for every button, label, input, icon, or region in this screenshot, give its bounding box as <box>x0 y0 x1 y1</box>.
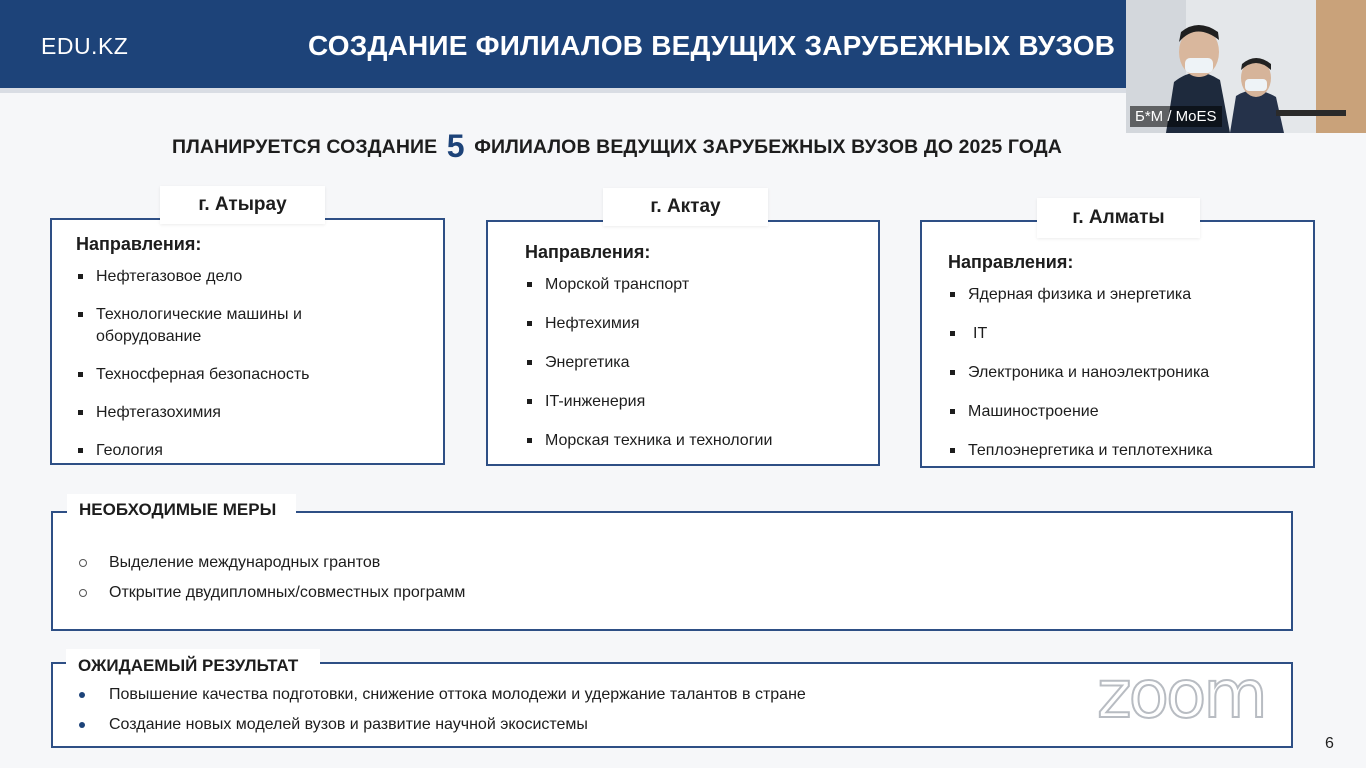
direction-item: Геология <box>76 440 416 462</box>
direction-item: Электроника и наноэлектроника <box>948 362 1288 384</box>
direction-item: Нефтехимия <box>525 313 865 335</box>
direction-item: IT-инженерия <box>525 391 865 413</box>
result-item: Создание новых моделей вузов и развитие научной экосистемы <box>77 714 1077 736</box>
directions-list-atyrau <box>76 266 416 462</box>
directions-list-aktau <box>525 274 865 452</box>
direction-item: Ядерная физика и энергетика <box>948 284 1288 306</box>
city-tab-atyrau: г. Атырау <box>160 186 325 224</box>
directions-heading-aktau: Направления: <box>525 242 651 262</box>
direction-item: Нефтегазовое дело <box>76 266 416 288</box>
measures-list <box>77 552 977 604</box>
subtitle-text-before: ПЛАНИРУЕТСЯ СОЗДАНИЕ <box>172 136 438 158</box>
directions-list-almaty <box>948 284 1288 462</box>
measures-title: НЕОБХОДИМЫЕ МЕРЫ <box>67 494 296 526</box>
city-tab-almaty: г. Алматы <box>1037 198 1200 238</box>
results-title: ОЖИДАЕМЫЙ РЕЗУЛЬТАТ <box>66 649 320 683</box>
subtitle-number: 5 <box>446 128 465 164</box>
measure-item: Открытие двудипломных/совместных программ <box>77 582 977 604</box>
direction-item: Энергетика <box>525 352 865 374</box>
slide-subtitle <box>172 128 1062 165</box>
page-number: 6 <box>1325 735 1334 752</box>
edu-kz-logo: EDU.KZ <box>41 33 129 59</box>
directions-heading-almaty: Направления: <box>948 252 1074 272</box>
direction-item: Нефтегазохимия <box>76 402 416 424</box>
directions-heading-atyrau: Направления: <box>76 234 202 254</box>
zoom-watermark: zoom <box>1097 656 1265 733</box>
measure-item: Выделение международных грантов <box>77 552 977 574</box>
results-list <box>77 684 1077 736</box>
direction-item: Морская техника и технологии <box>525 430 865 452</box>
participant-video[interactable] <box>1126 0 1366 133</box>
city-tab-aktau: г. Актау <box>603 188 768 226</box>
direction-item: Технологические машины и оборудование <box>76 304 326 348</box>
direction-item: Морской транспорт <box>525 274 865 296</box>
result-item: Повышение качества подготовки, снижение оттока молодежи и удержание талантов в стране <box>77 684 1077 706</box>
slide-title: СОЗДАНИЕ ФИЛИАЛОВ ВЕДУЩИХ ЗАРУБЕЖНЫХ ВУЗОВ <box>308 30 1116 61</box>
direction-item: IT <box>948 323 1288 345</box>
participant-name-label: Б*М / MoES <box>1130 106 1222 127</box>
direction-item: Теплоэнергетика и теплотехника <box>948 440 1288 462</box>
subtitle-text-after: ФИЛИАЛОВ ВЕДУЩИХ ЗАРУБЕЖНЫХ ВУЗОВ ДО 2025 ГОДА <box>474 136 1062 158</box>
direction-item: Техносферная безопасность <box>76 364 416 386</box>
direction-item: Машиностроение <box>948 401 1288 423</box>
